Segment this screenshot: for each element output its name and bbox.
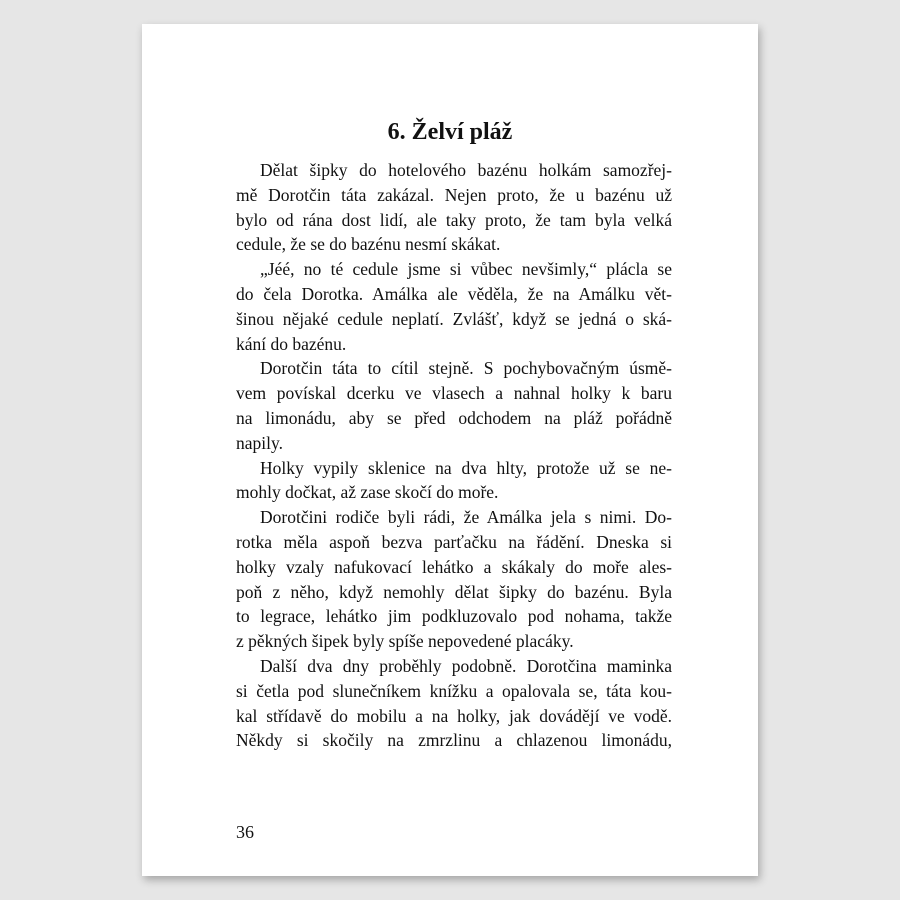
text-line: napily. — [236, 432, 283, 453]
text-line: kal střídavě do mobilu a na holky, jak dovádějí ve vodě. — [236, 705, 672, 726]
text-line: cedule, že se do bazénu nesmí skákat. — [236, 234, 501, 255]
text-line: poň z něho, když nemohly dělat šipky do bazénu. Byla — [236, 581, 672, 602]
text-line: rotka měla aspoň bezva parťačku na řádění. Dneska si — [236, 531, 672, 552]
text-line: Holky vypily sklenice na dva hlty, protože už se ne- — [260, 457, 672, 478]
text-line: vem povískal dcerku ve vlasech a nahnal holky k baru — [236, 383, 672, 404]
paragraph — [236, 257, 672, 356]
text-line: mohly dočkat, až zase skočí do moře. — [236, 482, 499, 503]
text-line: mě Dorotčin táta zakázal. Nejen proto, že u bazénu už — [236, 184, 672, 205]
text-line: „Jéé, no té cedule jsme si vůbec nevšimly,“ plácla se — [260, 259, 672, 280]
book-page — [142, 24, 758, 876]
paragraph — [236, 505, 672, 654]
chapter-title: 6. Želví pláž — [387, 119, 513, 145]
paragraph — [236, 158, 672, 257]
page-number: 36 — [236, 822, 254, 842]
text-line: šinou nějaké cedule neplatí. Zvlášť, když se jedná o ská- — [236, 308, 672, 329]
text-line: do čela Dorotka. Amálka ale věděla, že na Amálku vět- — [236, 283, 672, 304]
text-line: z pěkných šipek byly spíše nepovedené placáky. — [236, 631, 574, 652]
text-line: Dorotčini rodiče byli rádi, že Amálka jela s nimi. Do- — [260, 507, 672, 528]
text-line: to legrace, lehátko jim podkluzovalo pod nohama, takže — [236, 606, 672, 627]
text-line: Někdy si skočily na zmrzlinu a chlazenou limonádu, — [236, 730, 672, 751]
paragraph — [236, 356, 672, 455]
text-line: Dělat šipky do hotelového bazénu holkám samozřej- — [260, 160, 672, 180]
text-line: holky vzaly nafukovací lehátko a skákaly do moře ales- — [236, 556, 672, 577]
text-line: bylo od rána dost lidí, ale taky proto, že tam byla velká — [236, 209, 672, 230]
text-line: si četla pod slunečníkem knížku a opalovala se, táta kou- — [236, 680, 672, 701]
paragraph — [236, 654, 672, 753]
body-text — [236, 158, 672, 753]
text-line: na limonádu, aby se před odchodem na pláž pořádně — [236, 407, 672, 428]
text-line: kání do bazénu. — [236, 333, 347, 354]
paragraph — [236, 456, 672, 506]
text-line: Dorotčin táta to cítil stejně. S pochybovačným úsmě- — [260, 358, 672, 379]
text-line: Další dva dny proběhly podobně. Dorotčina maminka — [260, 655, 672, 676]
